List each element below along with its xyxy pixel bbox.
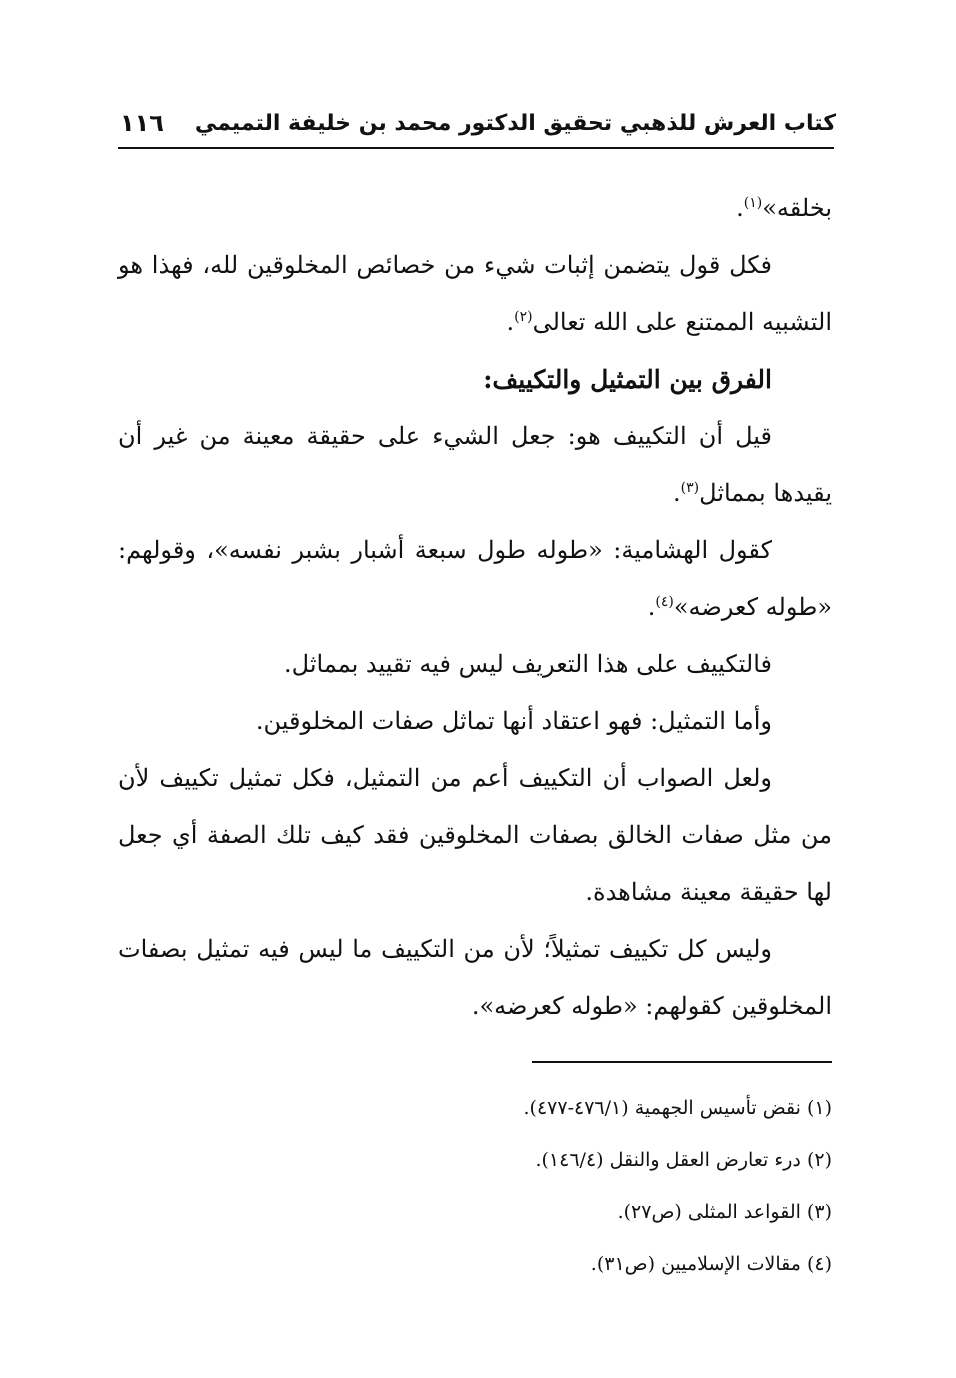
paragraph-text: فكل قول يتضمن إثبات شيء من خصائص المخلوقين لله، فهذا هو التشبيه الممتنع على الله تعالى: [118, 251, 832, 336]
footnote-ref: (١): [743, 195, 763, 211]
footnotes: [118, 1082, 832, 1290]
footnote: (٢) درء تعارض العقل والنقل (١٤٦/٤).: [535, 1149, 832, 1171]
footnote: (١) نقض تأسيس الجهمية (٤٧٦/١-٤٧٧).: [523, 1097, 832, 1119]
main-text: [118, 180, 832, 1035]
footnote-ref: (٣): [680, 480, 700, 496]
running-header: [120, 103, 836, 143]
paragraph: وليس كل تكييف تمثيلاً؛ لأن من التكييف ما ليس فيه تمثيل بصفات المخلوقين كقولهم: «طوله كعرضه».: [118, 935, 832, 1020]
paragraph: [118, 408, 832, 522]
paragraph-text: كقول الهشامية: «طوله طول سبعة أشبار بشبر نفسه»، وقولهم: «طوله كعرضه»: [118, 536, 832, 621]
paragraph-end: .: [647, 593, 656, 621]
footnote: (٤) مقالات الإسلاميين (ص٣١).: [590, 1253, 832, 1275]
paragraph: [118, 522, 832, 636]
page-number: ١١٦: [120, 109, 164, 137]
footnote-ref: (٢): [514, 309, 533, 325]
header-rule: [118, 147, 834, 149]
paragraph: [118, 180, 832, 237]
header-title: كتاب العرش للذهبي تحقيق الدكتور محمد بن خليفة التميمي: [194, 110, 836, 136]
paragraph-text: قيل أن التكييف هو: جعل الشيء على حقيقة معينة من غير أن يقيدها بمماثل: [118, 422, 832, 507]
paragraph-end: .: [736, 194, 744, 222]
section-heading: الفرق بين التمثيل والتكييف:: [483, 365, 772, 394]
paragraph: وأما التمثيل: فهو اعتقاد أنها تماثل صفات المخلوقين.: [255, 707, 772, 735]
footnote-ref: (٤): [655, 594, 674, 610]
paragraph-end: .: [673, 479, 681, 507]
paragraph: ولعل الصواب أن التكييف أعم من التمثيل، فكل تمثيل تكييف لأن من مثل صفات الخالق بصفات المخلوقين فقد كيف تلك الصفة أي جعل لها حقيقة معينة مشاهدة.: [118, 764, 832, 906]
paragraph: فالتكييف على هذا التعريف ليس فيه تقييد بمماثل.: [284, 650, 772, 678]
footnote: (٣) القواعد المثلى (ص٢٧).: [617, 1201, 832, 1223]
paragraph: [118, 237, 832, 351]
paragraph-text: بخلقه»: [762, 194, 832, 222]
footnote-separator: [532, 1061, 832, 1063]
paragraph-end: .: [506, 308, 515, 336]
